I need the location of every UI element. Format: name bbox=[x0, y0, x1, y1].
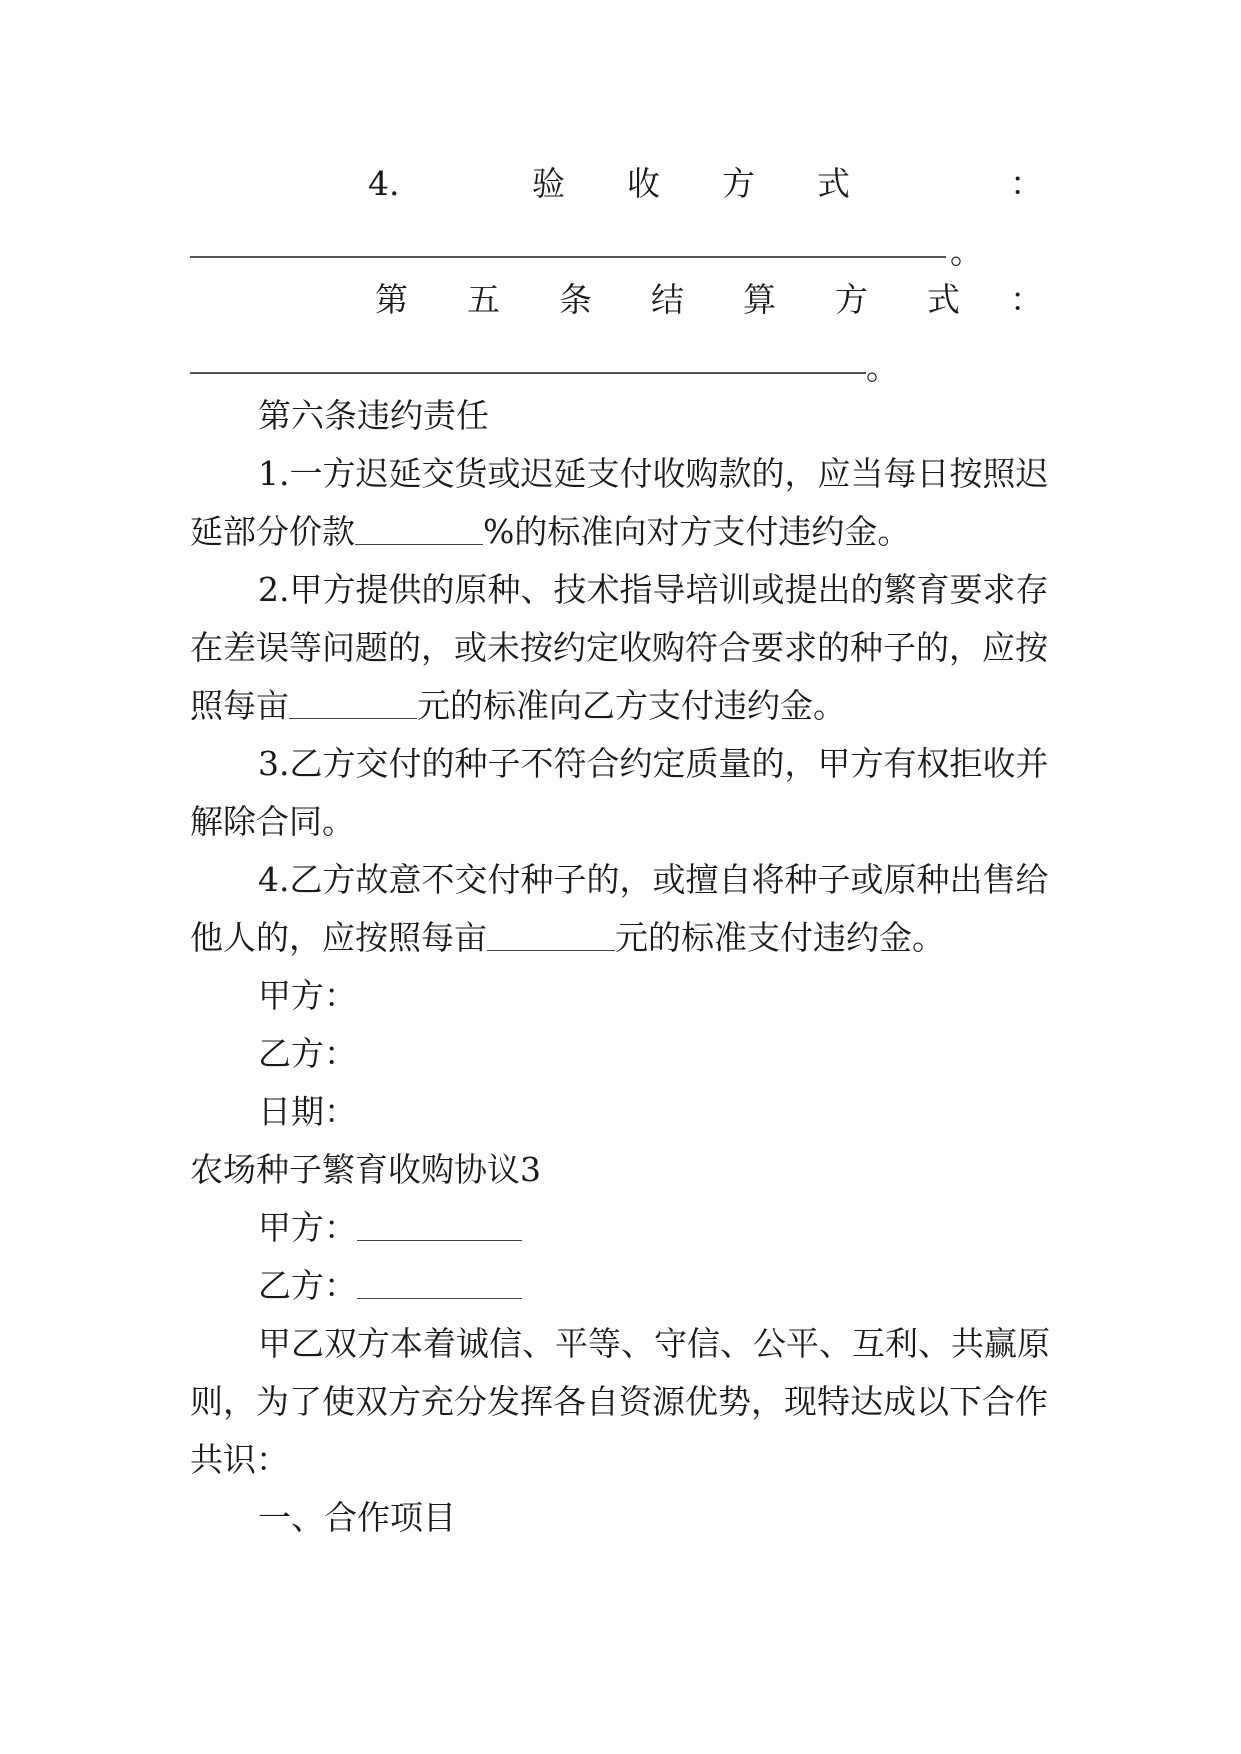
acceptance-method-line bbox=[190, 155, 1052, 213]
clause2-line3 bbox=[190, 677, 1052, 735]
agreement3-intro-text3: 共识： bbox=[190, 1440, 289, 1479]
article5-char-3: 条 bbox=[559, 280, 592, 319]
clause2-line2 bbox=[190, 619, 1052, 677]
clause1-text2a: 延部分价款 bbox=[190, 512, 355, 551]
sign-date: 日期： bbox=[258, 1092, 357, 1131]
article5-char-6: 方 bbox=[835, 280, 868, 319]
article5-char-1: 第 bbox=[375, 280, 408, 319]
clause4-text2b: 元的标准支付违约金。 bbox=[615, 918, 945, 957]
clause2-line1 bbox=[190, 561, 1052, 619]
sign-party-a: 甲方： bbox=[258, 976, 357, 1015]
clause4-line1 bbox=[190, 851, 1052, 909]
item-number: 4. bbox=[368, 164, 400, 203]
acceptance-colon: ： bbox=[1010, 164, 1043, 203]
agreement3-intro-line3 bbox=[190, 1431, 1052, 1489]
clause1-line2 bbox=[190, 503, 1052, 561]
acceptance-char-1: 验 bbox=[532, 164, 565, 203]
acceptance-blank-line bbox=[190, 256, 946, 258]
article5-line bbox=[190, 271, 1052, 329]
agreement3-party-b-blank bbox=[357, 1268, 522, 1299]
agreement3-intro-text1: 甲乙双方本着诚信、平等、守信、公平、互利、共赢原 bbox=[258, 1324, 1050, 1363]
agreement3-party-b bbox=[190, 1257, 1052, 1315]
clause4-amount-blank bbox=[487, 920, 615, 951]
agreement3-intro-line2 bbox=[190, 1373, 1052, 1431]
sign-party-b: 乙方： bbox=[258, 1034, 357, 1073]
agreement3-party-a bbox=[190, 1199, 1052, 1257]
clause3-text2: 解除合同。 bbox=[190, 802, 355, 841]
agreement3-intro-text2: 则，为了使双方充分发挥各自资源优势，现特达成以下合作 bbox=[190, 1382, 1048, 1421]
agreement3-party-a-label: 甲方： bbox=[258, 1208, 357, 1247]
clause3-text1: 3.乙方交付的种子不符合约定质量的，甲方有权拒收并 bbox=[258, 744, 1049, 783]
clause2-text1: 2.甲方提供的原种、技术指导培训或提出的繁育要求存 bbox=[258, 570, 1049, 609]
article6-title: 第六条违约责任 bbox=[258, 396, 489, 435]
clause2-amount-blank bbox=[289, 688, 417, 719]
article5-char-5: 算 bbox=[743, 280, 776, 319]
agreement3-party-b-label: 乙方： bbox=[258, 1266, 357, 1305]
clause4-line2 bbox=[190, 909, 1052, 967]
acceptance-char-3: 方 bbox=[722, 164, 755, 203]
article5-char-2: 五 bbox=[467, 280, 500, 319]
acceptance-char-2: 收 bbox=[627, 164, 660, 203]
clause1-penalty-blank bbox=[355, 514, 483, 545]
agreement3-section1: 一、合作项目 bbox=[258, 1498, 456, 1537]
clause2-text3b: 元的标准向乙方支付违约金。 bbox=[417, 686, 846, 725]
article5-char-4: 结 bbox=[651, 280, 684, 319]
article5-colon: ： bbox=[1010, 280, 1043, 319]
clause3-line1 bbox=[190, 735, 1052, 793]
clause1-line1 bbox=[190, 445, 1052, 503]
clause4-text1: 4.乙方故意不交付种子的，或擅自将种子或原种出售给 bbox=[258, 860, 1049, 899]
clause1-text2b: %的标准向对方支付违约金。 bbox=[483, 512, 911, 551]
agreement3-party-a-blank bbox=[357, 1210, 522, 1241]
acceptance-period: 。 bbox=[950, 232, 983, 271]
article5-char-7: 式 bbox=[927, 280, 960, 319]
clause3-line2 bbox=[190, 793, 1052, 851]
clause2-text3a: 照每亩 bbox=[190, 686, 289, 725]
clause1-text1: 1.一方迟延交货或迟延支付收购款的，应当每日按照迟 bbox=[258, 454, 1049, 493]
acceptance-char-4: 式 bbox=[817, 164, 850, 203]
clause2-text2: 在差误等问题的，或未按约定收购符合要求的种子的，应按 bbox=[190, 628, 1048, 667]
settlement-blank-line bbox=[190, 372, 866, 374]
agreement3-title: 农场种子繁育收购协议3 bbox=[190, 1150, 541, 1189]
agreement3-intro-line1 bbox=[190, 1315, 1052, 1373]
settlement-period: 。 bbox=[866, 348, 899, 387]
clause4-text2a: 他人的，应按照每亩 bbox=[190, 918, 487, 957]
